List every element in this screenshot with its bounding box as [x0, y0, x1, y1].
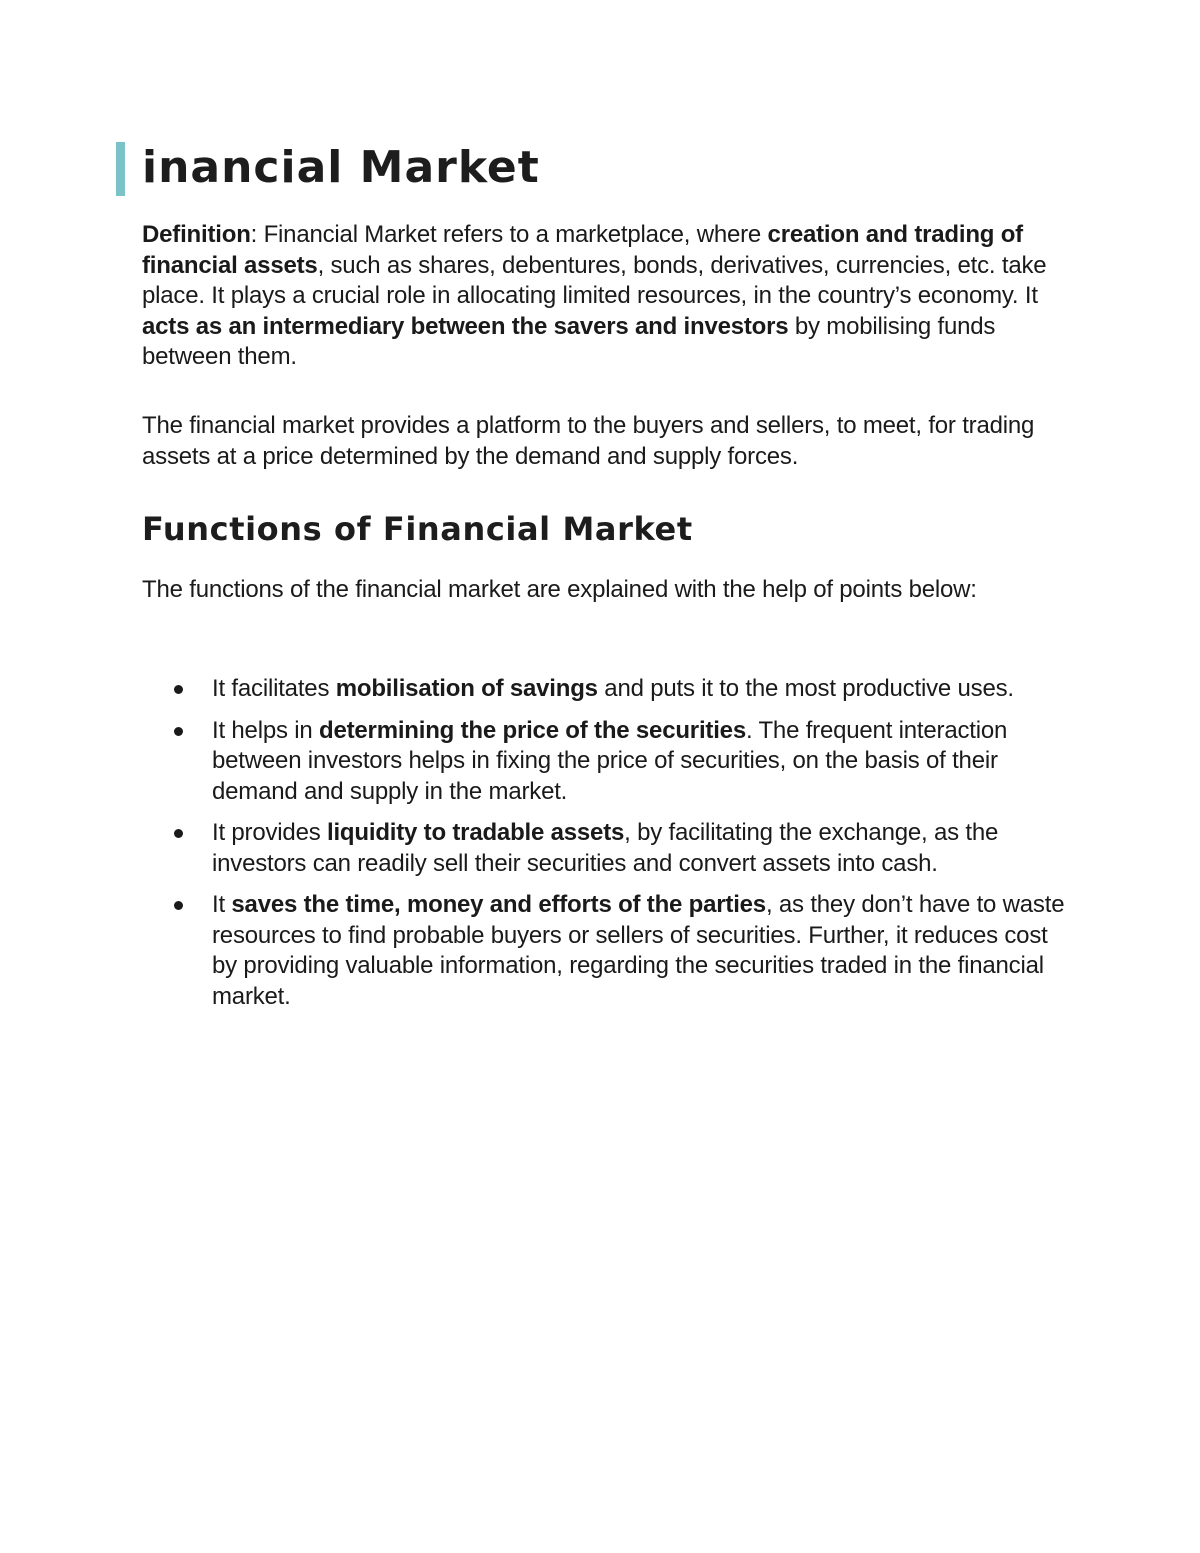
list-item-bold: determining the price of the securities [319, 716, 746, 744]
definition-text-3: by mobilising funds between them. [142, 312, 996, 370]
title-accent-bar [116, 142, 125, 196]
definition-text-2: , such as shares, debentures, bonds, derivatives, currencies, etc. take place. It plays a crucial role in allocating limited resources, in the country’s economy. It [142, 251, 1047, 309]
list-item-text: It provides [212, 819, 327, 846]
definition-paragraph [142, 220, 1072, 373]
list-item-bold: mobilisation of savings [335, 675, 598, 702]
list-item-text: It helps in [212, 716, 319, 744]
bullet-icon [174, 727, 183, 736]
functions-heading: Functions of Financial Market [142, 510, 693, 548]
list-item-text: . The frequent interaction between investors helps in fixing the price of securities, on the basis of their demand and supply in the market. [212, 716, 1008, 805]
list-item-text: and puts it to the most productive uses. [597, 675, 1014, 702]
platform-paragraph: The financial market provides a platform to the buyers and sellers, to meet, for trading assets at a price determined by the demand and supply forces. [142, 412, 1035, 470]
list-item [142, 716, 1072, 808]
list-item [142, 818, 1072, 879]
list-item-bold: saves the time, money and efforts of the parties [231, 891, 766, 918]
bullet-icon [174, 901, 183, 910]
definition-label: Definition [142, 221, 251, 248]
bullet-icon [174, 829, 183, 838]
list-item-text: , by facilitating the exchange, as the investors can readily sell their securities and convert assets into cash. [212, 819, 999, 877]
definition-text-1: : Financial Market refers to a marketplace, where [250, 221, 768, 248]
page-title: inancial Market [142, 142, 540, 193]
list-item-bold: liquidity to tradable assets [327, 819, 625, 846]
definition-bold-2: acts as an intermediary between the savers and investors [142, 312, 789, 340]
bullet-icon [174, 685, 183, 694]
list-item [142, 890, 1072, 1012]
list-item-text: It [212, 891, 232, 918]
list-item-text: It facilitates [212, 675, 336, 702]
definition-bold-1: creation and trading of financial assets [142, 221, 1023, 279]
functions-list [142, 674, 1072, 1023]
functions-intro: The functions of the financial market are explained with the help of points below: [142, 576, 977, 603]
list-item-text: , as they don’t have to waste resources to find probable buyers or sellers of securities. Further, it reduces cost by providing valuable information, regarding the securities traded in the financial market. [212, 891, 1065, 1010]
list-item [142, 674, 1072, 705]
